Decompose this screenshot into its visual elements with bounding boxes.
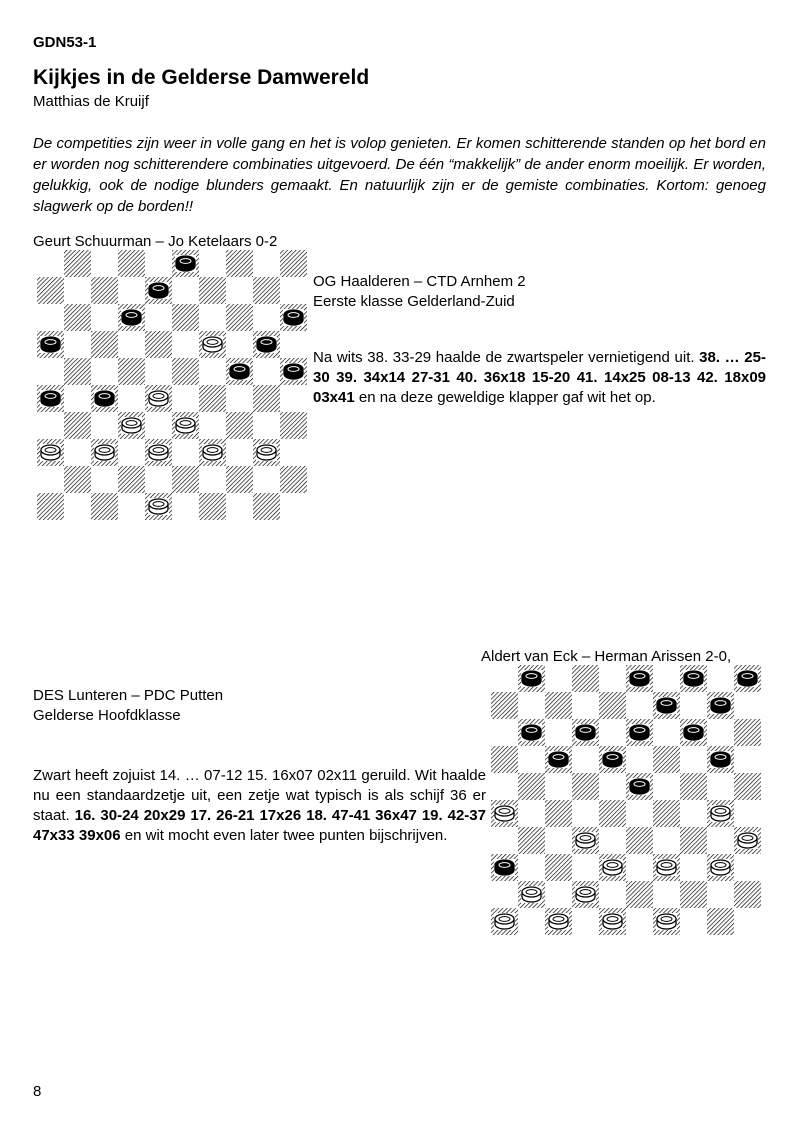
white-piece	[94, 444, 115, 461]
board-square-dark	[734, 773, 761, 800]
black-piece	[175, 255, 196, 272]
white-piece	[494, 913, 515, 930]
board-square-light	[599, 719, 626, 746]
board-square-light	[226, 277, 253, 304]
black-piece	[283, 363, 304, 380]
board-square-dark	[680, 827, 707, 854]
board-square-light	[64, 331, 91, 358]
board-square-light	[653, 881, 680, 908]
white-piece	[575, 886, 596, 903]
board-square-light	[253, 304, 280, 331]
author-name: Matthias de Kruijf	[33, 93, 149, 110]
black-piece	[94, 390, 115, 407]
board-square-light	[199, 304, 226, 331]
board-square-light	[680, 746, 707, 773]
board-square-light	[253, 250, 280, 277]
board-square-light	[626, 854, 653, 881]
board-square-light	[599, 827, 626, 854]
black-piece	[683, 724, 704, 741]
board-square-dark	[91, 277, 118, 304]
game-text-span: en wit mocht even later twee punten bijschrijven.	[120, 827, 448, 844]
board-square-light	[172, 439, 199, 466]
board-square-light	[145, 358, 172, 385]
game-text-span: en na deze geweldige klapper gaf wit het op.	[354, 389, 656, 406]
black-piece	[521, 670, 542, 687]
board-square-dark	[172, 358, 199, 385]
black-piece	[521, 724, 542, 741]
white-piece	[575, 832, 596, 849]
board-square-dark	[734, 881, 761, 908]
board-square-dark	[91, 493, 118, 520]
board-square-light	[64, 439, 91, 466]
board-square-light	[118, 439, 145, 466]
board-square-light	[172, 385, 199, 412]
board-square-light	[734, 800, 761, 827]
board-square-dark	[545, 692, 572, 719]
board-square-light	[253, 466, 280, 493]
move-notation: 38. … 25-30 39. 34x14 27-31 40. 36x18 15-20 41. 14x25 08-13 42. 18x09 03x41	[313, 349, 766, 406]
game1-players: Geurt Schuurman – Jo Ketelaars 0-2	[33, 233, 278, 250]
board-square-light	[37, 304, 64, 331]
white-piece	[710, 859, 731, 876]
board-square-light	[37, 358, 64, 385]
board-square-dark	[172, 466, 199, 493]
board-square-dark	[226, 304, 253, 331]
black-piece	[121, 309, 142, 326]
board-square-dark	[734, 719, 761, 746]
white-piece	[202, 336, 223, 353]
board-square-light	[626, 908, 653, 935]
white-piece	[737, 832, 758, 849]
white-piece	[40, 444, 61, 461]
board-square-light	[518, 692, 545, 719]
board-square-light	[491, 881, 518, 908]
black-piece	[683, 670, 704, 687]
board-square-light	[280, 493, 307, 520]
board-square-dark	[226, 466, 253, 493]
board-square-dark	[653, 800, 680, 827]
board-square-dark	[64, 250, 91, 277]
board-square-dark	[145, 331, 172, 358]
board-square-light	[491, 827, 518, 854]
board-square-light	[599, 665, 626, 692]
board-square-light	[626, 746, 653, 773]
game2-board	[491, 665, 761, 935]
board-square-light	[734, 692, 761, 719]
board-square-light	[680, 800, 707, 827]
board-square-dark	[280, 466, 307, 493]
white-piece	[175, 417, 196, 434]
board-square-dark	[64, 358, 91, 385]
board-square-light	[545, 719, 572, 746]
game-text-span: Na wits 38. 33-29 haalde de zwartspeler vernietigend uit.	[313, 349, 700, 366]
board-square-light	[172, 493, 199, 520]
board-square-dark	[680, 881, 707, 908]
board-square-light	[64, 493, 91, 520]
board-square-light	[491, 719, 518, 746]
white-piece	[148, 390, 169, 407]
board-square-light	[145, 412, 172, 439]
board-square-dark	[64, 412, 91, 439]
board-square-light	[626, 800, 653, 827]
white-piece	[602, 913, 623, 930]
board-square-dark	[91, 331, 118, 358]
board-square-light	[653, 719, 680, 746]
board-square-dark	[118, 250, 145, 277]
black-piece	[629, 778, 650, 795]
board-square-light	[172, 277, 199, 304]
board-square-light	[64, 277, 91, 304]
board-square-dark	[199, 277, 226, 304]
game1-match: OG Haalderen – CTD Arnhem 2	[313, 273, 526, 290]
white-piece	[148, 498, 169, 515]
board-square-dark	[707, 908, 734, 935]
black-piece	[283, 309, 304, 326]
page-number: 8	[33, 1083, 42, 1100]
black-piece	[737, 670, 758, 687]
game1-class: Eerste klasse Gelderland-Zuid	[313, 293, 515, 310]
board-square-dark	[64, 466, 91, 493]
header-code: GDN53-1	[33, 34, 97, 51]
board-square-light	[226, 331, 253, 358]
board-square-light	[518, 746, 545, 773]
white-piece	[602, 859, 623, 876]
board-square-light	[91, 250, 118, 277]
board-square-light	[37, 466, 64, 493]
board-square-light	[91, 466, 118, 493]
board-square-light	[545, 881, 572, 908]
black-piece	[494, 859, 515, 876]
white-piece	[202, 444, 223, 461]
board-square-dark	[64, 304, 91, 331]
black-piece	[256, 336, 277, 353]
board-square-dark	[545, 854, 572, 881]
white-piece	[710, 805, 731, 822]
white-piece	[521, 886, 542, 903]
board-square-light	[226, 493, 253, 520]
board-square-light	[37, 250, 64, 277]
board-square-dark	[253, 385, 280, 412]
board-square-dark	[626, 827, 653, 854]
board-square-light	[280, 331, 307, 358]
game1-text	[313, 348, 766, 408]
white-piece	[121, 417, 142, 434]
game2-players: Aldert van Eck – Herman Arissen 2-0,	[481, 648, 732, 665]
board-square-light	[680, 692, 707, 719]
board-square-light	[680, 854, 707, 881]
black-piece	[40, 390, 61, 407]
board-square-light	[118, 385, 145, 412]
board-square-dark	[626, 881, 653, 908]
board-square-dark	[199, 385, 226, 412]
board-square-light	[707, 827, 734, 854]
board-square-light	[572, 692, 599, 719]
board-square-dark	[199, 493, 226, 520]
board-square-light	[545, 827, 572, 854]
board-square-dark	[491, 746, 518, 773]
white-piece	[148, 444, 169, 461]
board-square-light	[707, 719, 734, 746]
board-square-dark	[545, 800, 572, 827]
board-square-dark	[280, 250, 307, 277]
black-piece	[602, 751, 623, 768]
board-square-dark	[280, 412, 307, 439]
board-square-light	[145, 466, 172, 493]
board-square-light	[199, 412, 226, 439]
board-square-light	[653, 773, 680, 800]
board-square-light	[491, 665, 518, 692]
white-piece	[548, 913, 569, 930]
board-square-light	[707, 881, 734, 908]
board-square-light	[680, 908, 707, 935]
board-square-light	[653, 665, 680, 692]
black-piece	[575, 724, 596, 741]
page-title: Kijkjes in de Gelderse Damwereld	[33, 66, 370, 89]
black-piece	[656, 697, 677, 714]
board-square-light	[91, 412, 118, 439]
black-piece	[148, 282, 169, 299]
board-square-light	[253, 412, 280, 439]
board-square-dark	[680, 773, 707, 800]
board-square-light	[253, 358, 280, 385]
board-square-light	[280, 277, 307, 304]
board-square-light	[118, 331, 145, 358]
board-square-light	[37, 412, 64, 439]
game2-text	[33, 766, 486, 846]
board-square-dark	[118, 358, 145, 385]
board-square-light	[91, 358, 118, 385]
board-square-light	[491, 773, 518, 800]
board-square-dark	[226, 250, 253, 277]
black-piece	[629, 670, 650, 687]
board-square-dark	[118, 466, 145, 493]
board-square-light	[280, 439, 307, 466]
move-notation: 16. 30-24 20x29 17. 26-21 17x26 18. 47-41 36x47 19. 42-37 47x33 39x06	[33, 807, 486, 844]
board-square-dark	[172, 304, 199, 331]
board-square-light	[118, 277, 145, 304]
board-square-light	[734, 908, 761, 935]
board-square-light	[226, 439, 253, 466]
board-square-light	[145, 250, 172, 277]
board-square-dark	[491, 692, 518, 719]
board-square-light	[572, 746, 599, 773]
board-square-light	[118, 493, 145, 520]
white-piece	[656, 913, 677, 930]
board-square-light	[572, 800, 599, 827]
game2-class: Gelderse Hoofdklasse	[33, 707, 181, 724]
board-square-light	[199, 250, 226, 277]
board-square-light	[599, 881, 626, 908]
board-square-light	[518, 854, 545, 881]
white-piece	[494, 805, 515, 822]
board-square-dark	[572, 665, 599, 692]
board-square-dark	[599, 800, 626, 827]
board-square-light	[707, 665, 734, 692]
black-piece	[40, 336, 61, 353]
board-square-dark	[37, 277, 64, 304]
white-piece	[656, 859, 677, 876]
board-square-light	[545, 773, 572, 800]
board-square-light	[280, 385, 307, 412]
board-square-dark	[226, 412, 253, 439]
black-piece	[548, 751, 569, 768]
board-square-light	[653, 827, 680, 854]
board-square-light	[626, 692, 653, 719]
board-square-dark	[518, 773, 545, 800]
board-square-dark	[253, 277, 280, 304]
board-square-light	[199, 466, 226, 493]
board-square-light	[572, 854, 599, 881]
board-square-light	[572, 908, 599, 935]
board-square-dark	[599, 692, 626, 719]
board-square-light	[145, 304, 172, 331]
board-square-light	[518, 800, 545, 827]
intro-paragraph: De competities zijn weer in volle gang en het is volop genieten. Er komen schitterende standen op het bord en er worden nog schitterendere combinaties uitgevoerd. De één “makkelijk” de ander enorm moeilijk. Er worden, gelukkig, ook de nodige blunders gemaakt. En natuurlijk zijn er de gemiste combinaties. Kortom: genoeg slagwerk op de borden!!	[33, 135, 766, 215]
black-piece	[710, 697, 731, 714]
board-square-light	[734, 854, 761, 881]
board-square-light	[199, 358, 226, 385]
board-square-light	[734, 746, 761, 773]
board-square-dark	[572, 773, 599, 800]
board-square-light	[518, 908, 545, 935]
board-square-light	[64, 385, 91, 412]
board-square-light	[599, 773, 626, 800]
black-piece	[629, 724, 650, 741]
board-square-light	[226, 385, 253, 412]
board-square-light	[172, 331, 199, 358]
black-piece	[710, 751, 731, 768]
black-piece	[229, 363, 250, 380]
white-piece	[256, 444, 277, 461]
board-square-dark	[518, 827, 545, 854]
board-square-light	[545, 665, 572, 692]
board-square-dark	[253, 493, 280, 520]
game-text-span: Zwart heeft zojuist 14. … 07-12 15. 16x07 02x11 geruild. Wit haalde nu een standaardzetje uit, een zetje wat typisch is als schijf 36 er staat.	[33, 767, 486, 824]
board-square-dark	[37, 493, 64, 520]
board-square-dark	[653, 746, 680, 773]
game1-board	[37, 250, 307, 520]
board-square-light	[707, 773, 734, 800]
board-square-light	[91, 304, 118, 331]
game2-match: DES Lunteren – PDC Putten	[33, 687, 224, 704]
